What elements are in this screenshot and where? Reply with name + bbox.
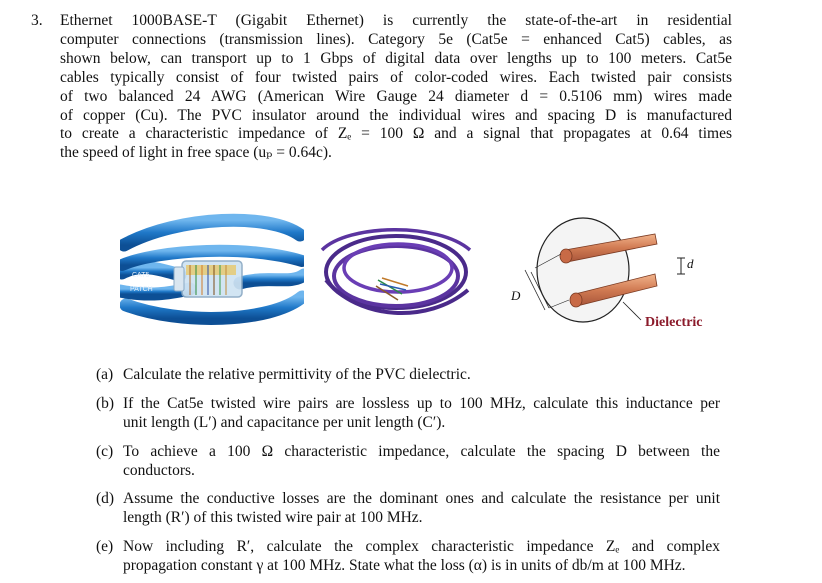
twisted-pair-photo — [318, 220, 474, 330]
part-text: propagation constant γ at 100 MHz. State what the loss (α) is in units of db/m at 100 MHz. — [123, 556, 686, 574]
part-text: If the Cat5e twisted wire pairs are lossless up to 100 MHz, calculate this inductance per — [123, 395, 720, 412]
part-label: (e) — [96, 538, 114, 555]
intro-line: of copper (Cu). The PVC insulator around the individual wires and spacing D is manufactured — [60, 106, 732, 124]
cable-print: PATCH — [130, 286, 153, 293]
cat5e-cable-photo — [120, 205, 304, 327]
intro-line: shown below, can transport up to 1 Gbps of digital data over lengths up to 100 meters. Cat5e — [60, 49, 732, 67]
part-text: unit length (L′) and capacitance per unit length (C′). — [123, 413, 446, 431]
part-text: To achieve a 100 Ω characteristic impedance, calculate the spacing D between the — [123, 443, 720, 460]
part-label: (d) — [96, 490, 115, 507]
part-text: Assume the conductive losses are the dominant ones and calculate the resistance per unit — [123, 490, 720, 507]
label-dielectric: Dielectric — [645, 315, 703, 330]
rj45-plug — [174, 261, 242, 297]
diameter-dimension-d — [677, 256, 694, 274]
problem-number: 3. — [31, 12, 43, 29]
intro-line: of two balanced 24 AWG (American Wire Gauge 24 diameter d = 0.5106 mm) wires made — [60, 87, 732, 105]
problem-statement — [60, 12, 732, 163]
intro-line: to create a characteristic impedance of Zₑ = 100 Ω and a signal that propagates at 0.64 times — [60, 125, 732, 143]
label-d: d — [687, 256, 694, 271]
part-label: (a) — [96, 366, 114, 383]
intro-line: cables typically consist of four twisted pairs of color-coded wires. Each twisted pair consists — [60, 68, 732, 86]
part-text: conductors. — [123, 461, 195, 479]
label-D: D — [511, 288, 521, 303]
part-text: Now including R′, calculate the complex characteristic impedance Zₑ and complex — [123, 538, 720, 555]
intro-line: computer connections (transmission lines). Category 5e (Cat5e = enhanced Cat5) cables, as — [60, 30, 732, 48]
part-label: (b) — [96, 395, 115, 412]
two-wire-diagram — [505, 210, 720, 340]
part-text: Calculate the relative permittivity of the PVC dielectric. — [123, 366, 471, 383]
part-text: length (R′) of this twisted wire pair at 100 MHz. — [123, 508, 423, 526]
part-label: (c) — [96, 443, 114, 460]
intro-line: Ethernet 1000BASE-T (Gigabit Ethernet) is currently the state-of-the-art in residential — [60, 12, 732, 29]
dielectric-disc — [537, 218, 629, 322]
intro-line: the speed of light in free space (uₚ = 0.64c). — [60, 144, 332, 162]
cable-print: CAT5 — [132, 272, 150, 279]
dielectric-leader — [623, 302, 641, 320]
